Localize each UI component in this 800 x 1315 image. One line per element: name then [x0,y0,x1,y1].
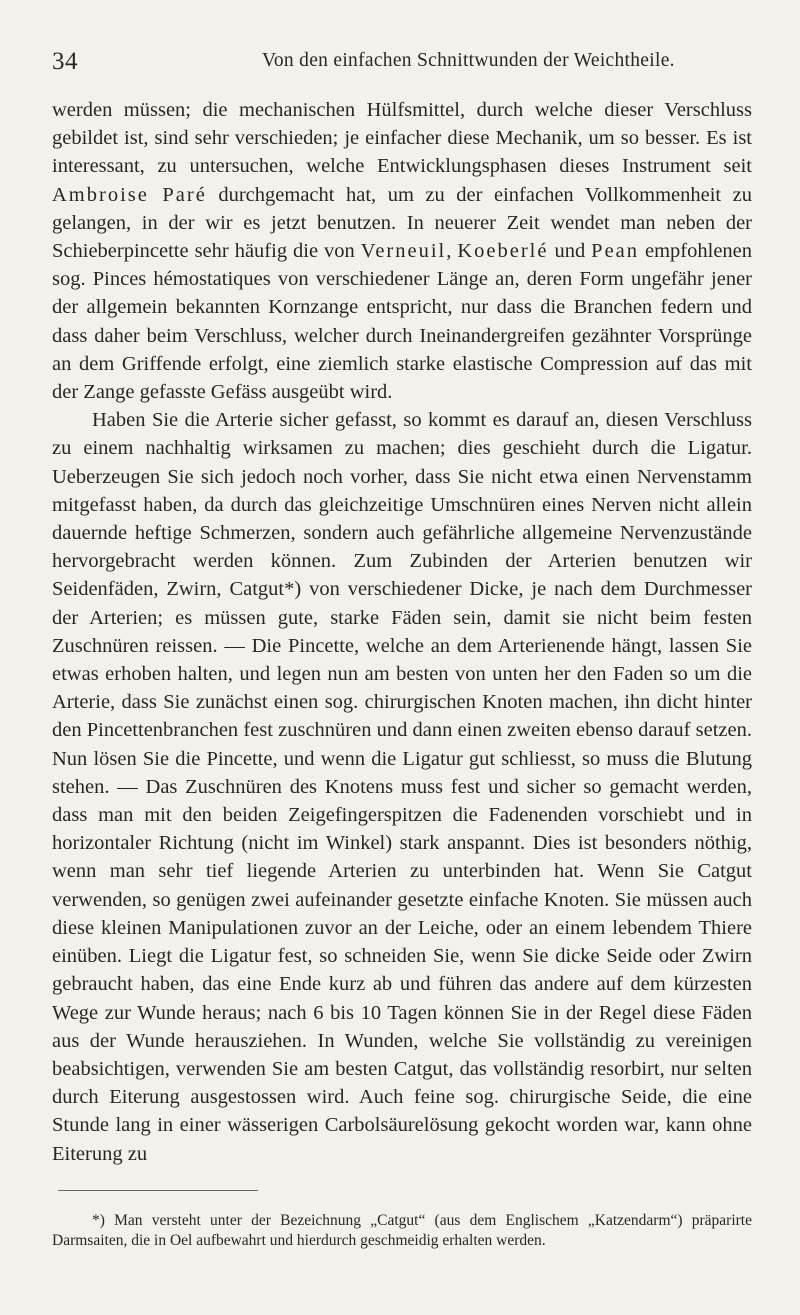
separator-und: und [548,240,592,263]
page-number: 34 [52,48,78,75]
footnote: *) Man versteht unter der Bezeichnung „Catgut“ (aus dem Englischem „Katzendarm“) präparirte Darmsaiten, die in Oel aufbewahrt und hierdurch geschmeidig erhalten werden. [52,1211,752,1249]
paragraph-2: Haben Sie die Arterie sicher gefasst, so kommt es darauf an, diesen Verschluss zu einem nachhaltig wirksamen zu machen; dies geschieht durch die Ligatur. Ueberzeugen Sie sich jedoch noch vorher, dass Sie nicht etwa einen Nervenstamm mitgefasst haben, da durch das gleichzeitige Umschnüren eines Nerven nicht allein dauernde heftige Schmerzen, sondern auch gefährliche allgemeine Nervenzustände hervorgebracht werden können. Zum Zubinden der Arterien benutzen wir Seidenfäden, Zwirn, Catgut*) von verschiedener Dicke, je nach dem Durchmesser der Arterien; es müssen gute, starke Fäden sein, damit sie nicht beim festen Zuschnüren reissen. — Die Pincette, welche an dem Arterienende hängt, lassen Sie etwas erhoben halten, und legen nun am besten von unten her den Faden so um die Arterie, dass Sie zunächst einen sog. chirurgischen Knoten machen, ihn dicht hinter den Pincettenbranchen fest zuschnüren und dann einen zweiten ebenso darauf setzen. Nun lösen Sie die Pincette, und wenn die Ligatur gut schliesst, so muss die Blutung stehen. — Das Zuschnüren des Knotens muss fest und sicher so gemacht werden, dass man mit den beiden Zeigefingerspitzen die Fadenenden vorschiebt und in horizontaler Richtung (nicht im Winkel) stark anspannt. Dies ist besonders nöthig, wenn man sehr tief liegende Arterien zu unterbinden hat. Wenn Sie Catgut verwenden, so genügen zwei aufeinander gesetzte einfache Knoten. Sie müssen auch diese kleinen Manipulationen zuvor an der Leiche, oder an einem lebendem Thiere einüben. Liegt die Ligatur fest, so schneiden Sie, wenn Sie dicke Seide oder Zwirn gebraucht haben, das eine Ende kurz ab und führen das andere auf dem kürzesten Wege zur Wunde heraus; nach 6 bis 10 Tagen können Sie in der Regel diese Fäden aus der Wunde herausziehen. In Wunden, welche Sie vollständig zu vereinigen beabsichtigen, verwenden Sie am besten Catgut, das vollständig resorbirt, nur selten durch Eiterung ausgestossen wird. Auch feine sog. chirurgische Seide, die eine Stunde lang in einer wässerigen Carbolsäurelösung gekocht worden war, kann ohne Eiterung zu [52,409,752,1165]
footnote-divider [58,1190,258,1191]
paragraph-1-text-c: empfohlenen sog. Pinces hémostatiques von verschiedener Länge an, deren Form ungefähr jener der allgemein bekannten Kornzange entspricht, nur dass die Branchen federn und dass daher beim Verschluss, welcher durch Ineinandergreifen gezähnter Vorsprünge an dem Griffende erfolgt, eine ziemlich starke elastische Compression auf das mit der Zange gefasste Gefäss ausgeübt wird. [52,240,753,404]
page-header [52,48,752,76]
name-ambroise-pare: Ambroise Paré [52,183,207,206]
body-text [52,96,752,1168]
name-verneuil: Verneuil [360,240,447,263]
paragraph-1-text-b: durchgemacht hat, um zu der einfachen Vollkommenheit zu gelangen, in der wir es jetzt benutzen. In neuerer Zeit wendet man neben der Schieberpincette sehr häufig die von [52,183,752,263]
name-pean: Pean [591,240,640,263]
running-head: Von den einfachen Schnittwunden der Weichtheile. [262,50,675,71]
name-koeberle: Koeberlé [457,240,549,263]
paragraph-1-text-a: werden müssen; die mechanischen Hülfsmittel, durch welche dieser Verschluss gebildet ist, sind sehr verschieden; je einfacher diese Mechanik, um so besser. Es ist interessant, zu untersuchen, welche Entwicklungsphasen dieses Instrument seit [52,99,752,178]
separator-comma: , [446,240,458,263]
paragraph-1 [52,96,752,406]
